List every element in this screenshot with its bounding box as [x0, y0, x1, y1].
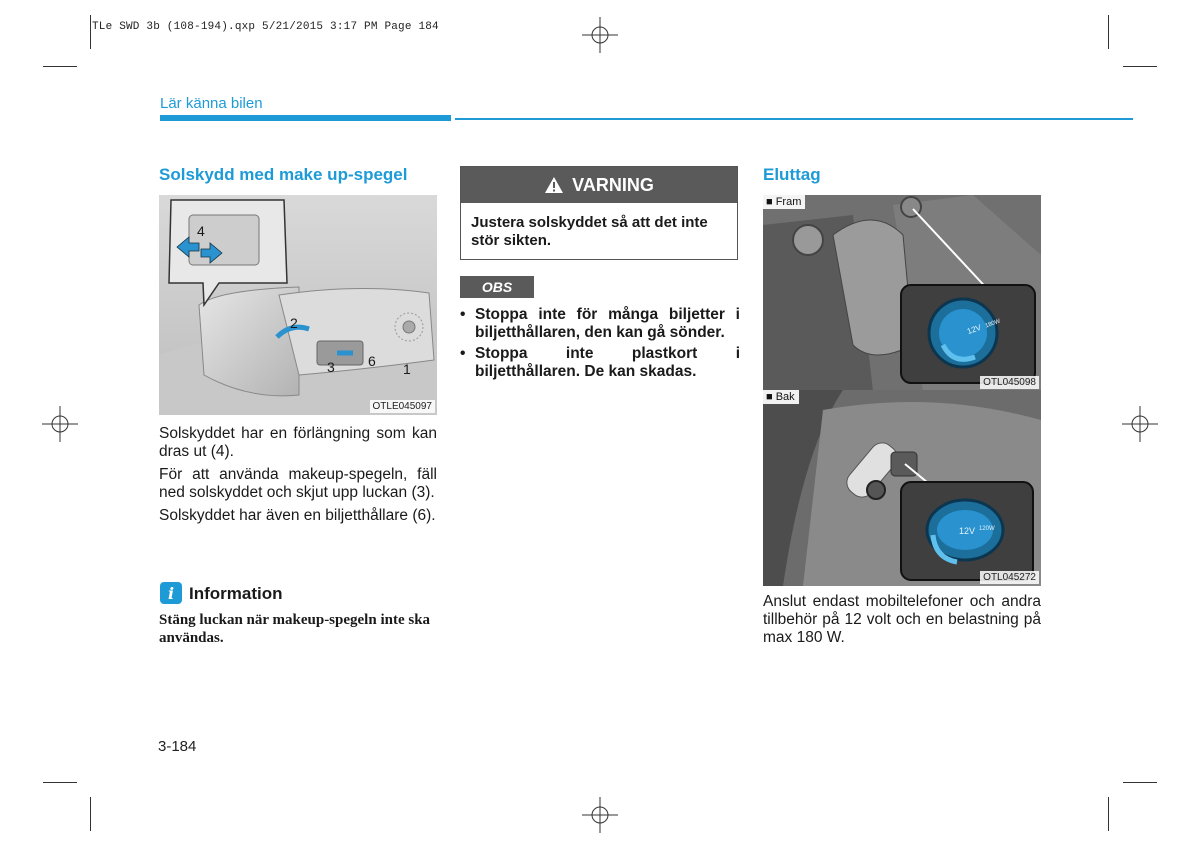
- info-text: Stäng luckan när makeup-spegeln inte ska användas.: [159, 612, 431, 646]
- socket-voltage: 12V: [959, 526, 976, 536]
- list-item: • Stoppa inte plastkort i biljetthållaren. De kan skadas.: [460, 345, 740, 380]
- front-label: ■ Fram: [763, 195, 805, 209]
- crop-mark: [1123, 782, 1157, 783]
- warning-box: [460, 166, 738, 260]
- warning-title: VARNING: [572, 174, 654, 195]
- crop-mark: [43, 782, 77, 783]
- crop-mark: [1108, 797, 1109, 831]
- header-rule-thick: [160, 115, 451, 121]
- registration-mark-icon: [1122, 406, 1158, 442]
- registration-mark-icon: [582, 17, 618, 53]
- crop-mark: [90, 797, 91, 831]
- heading-power-outlet: Eluttag: [763, 165, 821, 184]
- list-item: • Stoppa inte för många biljetter i biljetthållaren, den kan gå sönder.: [460, 306, 740, 341]
- obs-label: OBS: [460, 276, 534, 298]
- paragraph: Solskyddet har även en biljetthållare (6).: [159, 507, 436, 524]
- page-number: 3-184: [158, 738, 197, 755]
- rear-outlet-drawing: [763, 390, 1041, 586]
- callout-2: 2: [290, 315, 298, 331]
- image-code: OTL045098: [980, 376, 1039, 389]
- heading-sun-visor: Solskydd med make up-spegel: [159, 165, 408, 184]
- warning-text: Justera solskyddet så att det inte stör sikten.: [471, 214, 708, 249]
- crop-mark: [1123, 66, 1157, 67]
- image-code: OTL045272: [980, 571, 1039, 584]
- info-title: Information: [189, 584, 283, 603]
- callout-3: 3: [327, 359, 335, 375]
- header-rule-thin: [455, 118, 1133, 120]
- crop-mark: [90, 15, 91, 49]
- sun-visor-illustration: [159, 195, 437, 415]
- socket-power: 180W: [984, 318, 1002, 330]
- power-outlet-description: Anslut endast mobiltelefoner och andra tillbehör på 12 volt och en belastning på max 180 W.: [763, 593, 1041, 646]
- socket-power: 120W: [979, 526, 995, 532]
- crop-mark: [43, 66, 77, 67]
- running-header: Lär känna bilen: [160, 95, 263, 112]
- rear-label: ■ Bak: [763, 390, 799, 404]
- image-code: OTLE045097: [370, 400, 436, 413]
- paragraph: För att använda makeup-spegeln, fäll ned solskyddet och skjut upp luckan (3).: [159, 466, 437, 501]
- callout-6: 6: [368, 353, 376, 369]
- sun-visor-description: [159, 425, 437, 530]
- info-icon: i: [160, 582, 182, 604]
- callout-4: 4: [197, 223, 205, 239]
- warning-triangle-icon: [544, 176, 564, 194]
- callout-1: 1: [403, 361, 411, 377]
- warning-header: [461, 167, 737, 203]
- registration-mark-icon: [42, 406, 78, 442]
- rear-outlet-photo: [763, 390, 1041, 586]
- print-slug: TLe SWD 3b (108-194).qxp 5/21/2015 3:17 PM Page 184: [92, 21, 439, 33]
- front-outlet-drawing: [763, 195, 1041, 391]
- socket-voltage: 12V: [965, 322, 983, 337]
- registration-mark-icon: [582, 797, 618, 833]
- front-outlet-photo: [763, 195, 1041, 391]
- obs-bullet-list: [460, 306, 740, 384]
- paragraph: Solskyddet har en förlängning som kan dras ut (4).: [159, 425, 437, 460]
- crop-mark: [1108, 15, 1109, 49]
